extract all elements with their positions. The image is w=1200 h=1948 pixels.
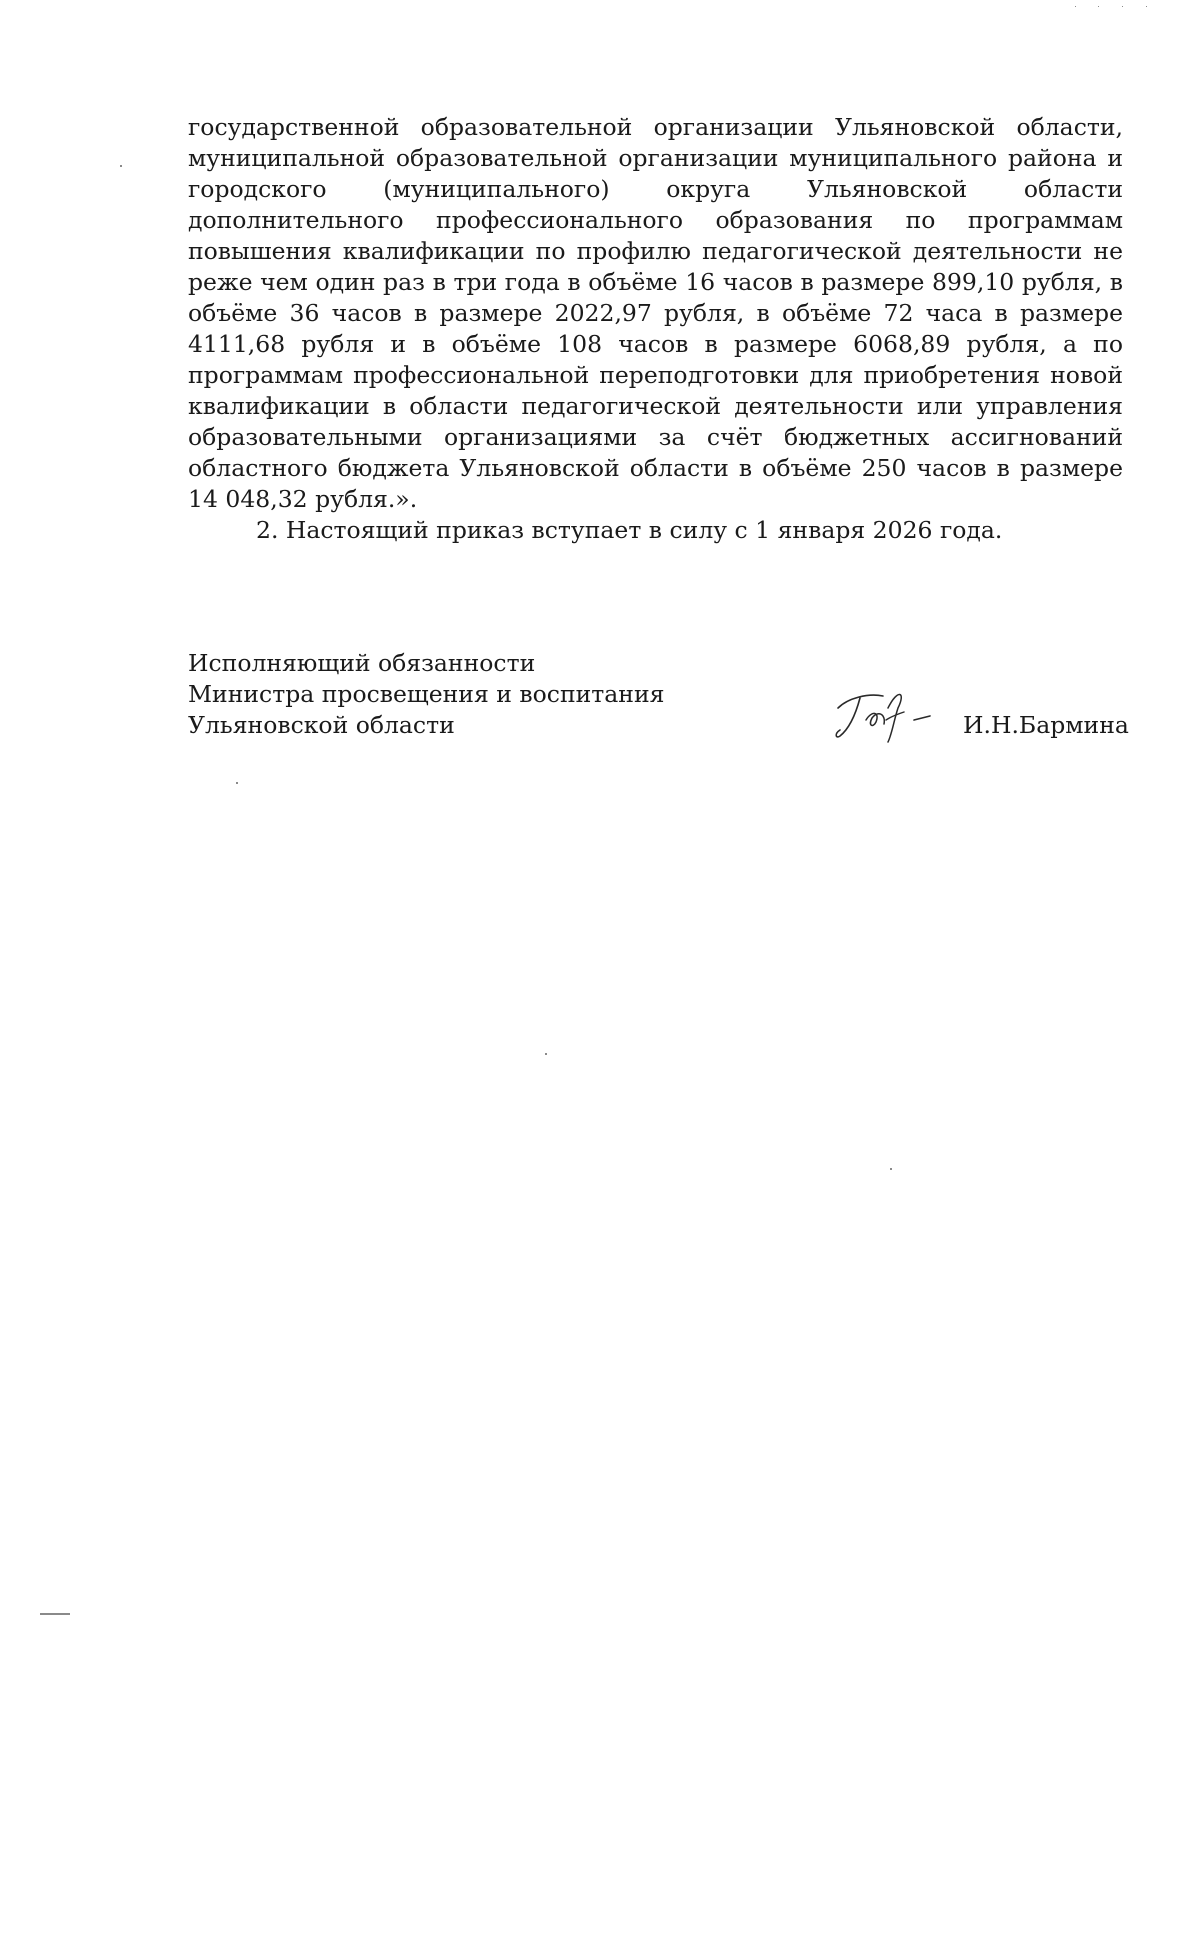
handwritten-signature — [828, 678, 938, 748]
signer-title-line-2: Министра просвещения и воспитания — [188, 680, 665, 708]
scan-artifact-dot — [890, 1168, 892, 1170]
scan-artifact-line — [40, 1613, 70, 1615]
scan-artifact-dot — [236, 782, 238, 784]
scan-artifact-dot — [120, 165, 122, 167]
signer-name: И.Н.Бармина — [963, 711, 1129, 739]
scan-artifact-dot — [1146, 6, 1147, 7]
signer-title — [188, 648, 664, 741]
paragraph-effective-date: 2. Настоящий приказ вступает в силу с 1 января 2026 года. — [256, 516, 1003, 544]
signature-block — [188, 648, 1129, 758]
signer-title-line-3: Ульяновской области — [188, 711, 455, 739]
scan-artifact-dot — [1122, 6, 1123, 7]
paragraph-continuation: государственной образовательной организации Ульяновской области, муниципальной образовательной организации муниципального района и городского (муниципального) округа Ульяновской области дополнительного профессионального образования по программам повышения квалификации по профилю педагогической деятельности не реже чем один раз в три года в объёме 16 часов в размере 899,10 рубля, в объёме 36 часов в размере 2022,97 рубля, в объёме 72 часа в размере 4111,68 рубля и в объёме 108 часов в размере 6068,89 рубля, а по программам профессиональной переподготовки для приобретения новой квалификации в области педагогической деятельности или управления образовательными организациями за счёт бюджетных ассигнований областного бюджета Ульяновской области в объёме 250 часов в размере 14 048,32 рубля.». — [188, 113, 1123, 513]
scan-artifact-dot — [545, 1053, 547, 1055]
signer-title-line-1: Исполняющий обязанности — [188, 649, 536, 677]
scan-artifact-dot — [1075, 6, 1076, 7]
document-body — [188, 112, 1123, 546]
scan-artifact-dot — [1098, 6, 1099, 7]
